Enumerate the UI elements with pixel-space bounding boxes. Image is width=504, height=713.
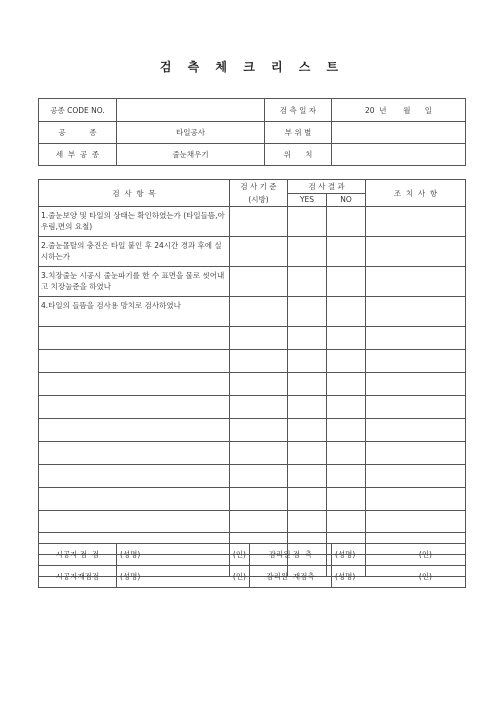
check-action-cell[interactable] <box>366 465 466 488</box>
check-action-cell[interactable] <box>366 267 466 297</box>
check-yes-cell[interactable] <box>288 237 327 267</box>
contractor-check-label: 시공자 점 검 <box>39 544 117 566</box>
check-action-cell[interactable] <box>366 442 466 465</box>
table-row <box>39 511 466 533</box>
check-standard-cell[interactable] <box>230 465 288 488</box>
contractor-check-sign[interactable] <box>117 544 250 566</box>
check-standard-cell[interactable] <box>230 327 288 350</box>
check-standard-cell[interactable] <box>230 297 288 327</box>
header-result: 검 사 결 과 <box>288 180 366 194</box>
table-row <box>39 488 466 511</box>
check-yes-cell[interactable] <box>288 488 327 511</box>
check-item-text <box>39 327 230 350</box>
check-yes-cell[interactable] <box>288 297 327 327</box>
table-row <box>39 350 466 373</box>
check-item-text <box>39 373 230 396</box>
check-item-text: 1.줄눈보양 및 타일의 상태는 확인하였는가 (타일들뜸,아우림,면의 요철) <box>39 207 230 237</box>
check-standard-cell[interactable] <box>230 419 288 442</box>
header-standard <box>230 180 288 207</box>
check-no-cell[interactable] <box>327 297 366 327</box>
check-no-cell[interactable] <box>327 396 366 419</box>
check-standard-cell[interactable] <box>230 373 288 396</box>
contractor-check-name: (성명) <box>120 550 141 559</box>
header-no: NO <box>327 193 366 207</box>
table-row <box>39 465 466 488</box>
code-label: 공종 CODE NO. <box>39 99 117 122</box>
contractor-check-seal: (인) <box>232 550 246 559</box>
table-row <box>39 419 466 442</box>
header-item: 검 사 항 목 <box>39 180 230 207</box>
check-yes-cell[interactable] <box>288 396 327 419</box>
check-standard-cell[interactable] <box>230 350 288 373</box>
check-no-cell[interactable] <box>327 207 366 237</box>
checklist-table <box>38 179 466 577</box>
check-yes-cell[interactable] <box>288 207 327 237</box>
check-yes-cell[interactable] <box>288 267 327 297</box>
check-no-cell[interactable] <box>327 465 366 488</box>
check-no-cell[interactable] <box>327 327 366 350</box>
table-row <box>39 237 466 267</box>
detail-label: 세 부 공 종 <box>39 144 117 166</box>
part-label: 부 위 별 <box>265 122 332 144</box>
check-yes-cell[interactable] <box>288 419 327 442</box>
check-action-cell[interactable] <box>366 419 466 442</box>
header-standard-sub: (시방) <box>248 195 269 204</box>
check-yes-cell[interactable] <box>288 327 327 350</box>
header-standard-label: 검 사 기 준 <box>240 182 277 191</box>
check-no-cell[interactable] <box>327 237 366 267</box>
check-standard-cell[interactable] <box>230 267 288 297</box>
date-value: 20 년 월 일 <box>332 99 466 122</box>
location-label: 위 치 <box>265 144 332 166</box>
check-yes-cell[interactable] <box>288 511 327 533</box>
contractor-recheck-seal: (인) <box>232 572 246 581</box>
check-action-cell[interactable] <box>366 207 466 237</box>
check-no-cell[interactable] <box>327 442 366 465</box>
supervisor-check-sign[interactable] <box>332 544 466 566</box>
check-standard-cell[interactable] <box>230 511 288 533</box>
check-standard-cell[interactable] <box>230 442 288 465</box>
part-value <box>332 122 466 144</box>
supervisor-recheck-name: (성명) <box>335 572 356 581</box>
check-no-cell[interactable] <box>327 267 366 297</box>
check-standard-cell[interactable] <box>230 396 288 419</box>
check-item-text: 4.타일의 들뜸을 검사용 망치로 검사하였나 <box>39 297 230 327</box>
header-yes: YES <box>288 193 327 207</box>
check-no-cell[interactable] <box>327 350 366 373</box>
table-row <box>39 442 466 465</box>
code-value <box>117 99 265 122</box>
check-item-text: 2.줄눈몰탈의 충진은 타일 붙인 후 24시간 경과 후에 실시하는가 <box>39 237 230 267</box>
contractor-recheck-sign[interactable] <box>117 566 250 588</box>
check-yes-cell[interactable] <box>288 350 327 373</box>
work-value: 타일공사 <box>117 122 265 144</box>
table-row <box>39 396 466 419</box>
check-yes-cell[interactable] <box>288 465 327 488</box>
check-standard-cell[interactable] <box>230 237 288 267</box>
check-action-cell[interactable] <box>366 511 466 533</box>
check-action-cell[interactable] <box>366 373 466 396</box>
check-no-cell[interactable] <box>327 511 366 533</box>
check-item-text <box>39 442 230 465</box>
signature-table <box>38 543 466 588</box>
supervisor-check-seal: (인) <box>418 550 432 559</box>
check-yes-cell[interactable] <box>288 373 327 396</box>
supervisor-recheck-seal: (인) <box>418 572 432 581</box>
supervisor-check-label: 감리원 검 측 <box>250 544 332 566</box>
check-action-cell[interactable] <box>366 297 466 327</box>
check-item-text <box>39 396 230 419</box>
location-value <box>332 144 466 166</box>
table-row <box>39 297 466 327</box>
check-action-cell[interactable] <box>366 327 466 350</box>
check-item-text <box>39 350 230 373</box>
check-item-text <box>39 419 230 442</box>
table-row <box>39 373 466 396</box>
check-item-text <box>39 511 230 533</box>
contractor-recheck-name: (성명) <box>120 572 141 581</box>
check-action-cell[interactable] <box>366 488 466 511</box>
check-yes-cell[interactable] <box>288 442 327 465</box>
check-standard-cell[interactable] <box>230 207 288 237</box>
check-action-cell[interactable] <box>366 396 466 419</box>
header-action: 조 치 사 항 <box>366 180 466 207</box>
table-row <box>39 267 466 297</box>
work-label: 공 종 <box>39 122 117 144</box>
check-action-cell[interactable] <box>366 237 466 267</box>
check-action-cell[interactable] <box>366 350 466 373</box>
info-table <box>38 98 466 166</box>
contractor-recheck-label: 시공자재점검 <box>39 566 117 588</box>
date-label: 검 측 일 자 <box>265 99 332 122</box>
check-item-text: 3.치장줄눈 시공시 줄눈파기를 한 수 표면을 물로 씻어내고 치장눌준을 하였나 <box>39 267 230 297</box>
supervisor-recheck-label: 감리원 재검측 <box>250 566 332 588</box>
check-standard-cell[interactable] <box>230 488 288 511</box>
check-no-cell[interactable] <box>327 373 366 396</box>
check-item-text <box>39 465 230 488</box>
document-title: 검 측 체 크 리 스 트 <box>159 60 345 74</box>
check-no-cell[interactable] <box>327 488 366 511</box>
detail-value: 줄눈채우기 <box>117 144 265 166</box>
table-row <box>39 327 466 350</box>
supervisor-recheck-sign[interactable] <box>332 566 466 588</box>
table-row <box>39 207 466 237</box>
check-no-cell[interactable] <box>327 419 366 442</box>
check-item-text <box>39 488 230 511</box>
supervisor-check-name: (성명) <box>335 550 356 559</box>
